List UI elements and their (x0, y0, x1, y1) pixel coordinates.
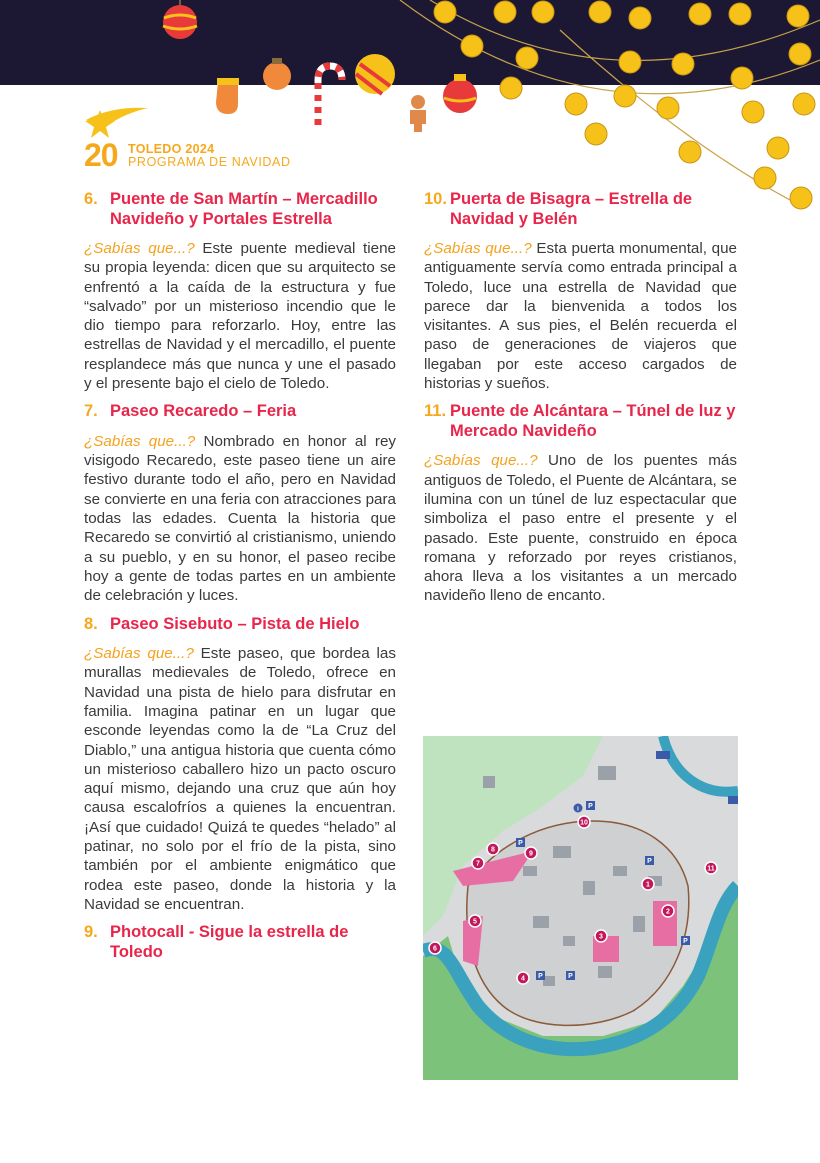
header-subtitle: PROGRAMA DE NAVIDAD (128, 155, 291, 169)
page-header (128, 143, 291, 169)
marker-1-label: 1 (646, 881, 650, 889)
section-8 (84, 615, 396, 915)
section-9 (84, 923, 396, 962)
section-heading (424, 190, 737, 229)
marker-3-label: 3 (599, 933, 603, 941)
marker-10-label: 10 (580, 819, 588, 827)
marker-8-label: 8 (491, 846, 495, 854)
section-number: 10. (424, 190, 447, 208)
section-heading (424, 402, 737, 441)
body-text: Uno de los puentes más antiguos de Toledo, el Puente de Alcántara, se ilumina con un túnel de luz espectacular que simboliza el paso entre el presente y el pasado. Este puente, construido en época romana y reforzado por reyes cristianos, ahora lleva a los visitantes a un mercado navideño lleno de encanto. (424, 452, 737, 605)
parking-label: P (683, 938, 688, 945)
section-number: 8. (84, 614, 98, 633)
section-heading (84, 923, 396, 962)
section-title: Paseo Recaredo – Feria (110, 402, 297, 421)
parking-label: P (647, 858, 652, 865)
marker-2-label: 2 (666, 908, 670, 916)
section-7 (84, 402, 396, 605)
section-title: Puente de Alcántara – Túnel de luz y Mercado Navideño (450, 402, 736, 440)
bus-icon (656, 751, 670, 759)
shooting-star-icon (82, 100, 154, 142)
page-number: 20 (84, 137, 118, 173)
header-title: TOLEDO 2024 (128, 142, 215, 156)
toledo-map[interactable] (423, 736, 738, 1080)
section-title: Puente de San Martín – Mercadillo Navideño y Portales Estrella (110, 190, 378, 228)
lead-in: ¿Sabías que...? (84, 432, 196, 450)
lead-in: ¿Sabías que...? (424, 240, 532, 257)
section-11 (424, 402, 737, 605)
body-text: Este puente medieval tiene su propia leyenda: dicen que su arquitecto se enfrentó a la caída de la estructura y fue “salvado” por un misterioso incendio que le dio tiempo para reforzarlo. Hoy, entre las estrellas de Navidad y el mercadillo, el puente resplandece más que nunca y une el pasado y el presente bajo el cielo de Toledo. (84, 240, 396, 393)
section-heading (84, 615, 396, 635)
section-number: 6. (84, 190, 98, 208)
marker-5-label: 5 (473, 918, 477, 926)
section-body (424, 239, 737, 393)
lead-in: ¿Sabías que...? (84, 240, 195, 257)
right-column (424, 190, 737, 615)
section-title: Paseo Sisebuto – Pista de Hielo (110, 614, 360, 633)
parking-label: P (568, 973, 573, 980)
info-label: i (577, 806, 579, 813)
section-6 (84, 190, 396, 393)
left-column (84, 190, 396, 972)
section-body (84, 432, 396, 606)
marker-9-label: 9 (529, 850, 533, 858)
parking-label: P (518, 840, 523, 847)
train-icon (728, 796, 738, 804)
marker-6-label: 6 (433, 945, 437, 953)
body-text: Nombrado en honor al rey visigodo Recaredo, este paseo tiene un aire festivo durante todo el año, pero en Navidad se convierte en una feria con atracciones para todas las edades. Cuenta la historia que Recaredo se convirtió al cristianismo, uniendo a su pueblo, y en su honor, el paseo recibe hoy a gente de todas partes en un ambiente de celebración y luces. (84, 432, 396, 605)
section-number: 11. (424, 402, 447, 421)
section-number: 9. (84, 923, 98, 942)
marker-4-label: 4 (521, 975, 525, 983)
section-title: Puerta de Bisagra – Estrella de Navidad y Belén (450, 190, 693, 228)
section-body (84, 644, 396, 914)
marker-7-label: 7 (476, 860, 480, 868)
section-heading (84, 190, 396, 229)
lead-in: ¿Sabías que...? (84, 645, 194, 663)
section-10 (424, 190, 737, 393)
section-number: 7. (84, 402, 98, 421)
parking-label: P (538, 973, 543, 980)
body-text: Esta puerta monumental, que antiguamente servía como entrada principal a Toledo, luce una estrella de Navidad que parece dar la bienvenida a todos los visitantes. A sus pies, el Belén recuerda el paso de generaciones de viajeros que llegaban por este acceso cargados de historias y sueños. (424, 240, 737, 393)
lead-in: ¿Sabías que...? (424, 452, 538, 470)
section-heading (84, 402, 396, 422)
body-text: Este paseo, que bordea las murallas medievales de Toledo, ofrece en Navidad una pista de hielo para disfrutar en familia. Imagina patinar en un lugar que esconde leyendas como la de “La Cruz del Diablo,” una antigua historia que cuenta cómo un misterioso caballero hizo un pacto oscuro aquí mismo, dejando una cruz que aún hoy causa escalofríos a quienes la encuentran. ¡Así que cuidado! Quizá te quedes “helado” al patinar, no solo por el frío de la pista, sino también por el ambiente enigmático que rodea este paseo, donde la historia y la Navidad se encuentran. (84, 645, 396, 913)
parking-label: P (588, 803, 593, 810)
section-body (424, 451, 737, 605)
marker-11-label: 11 (707, 865, 715, 873)
section-title: Photocall - Sigue la estrella de Toledo (110, 923, 349, 961)
section-body (84, 239, 396, 393)
